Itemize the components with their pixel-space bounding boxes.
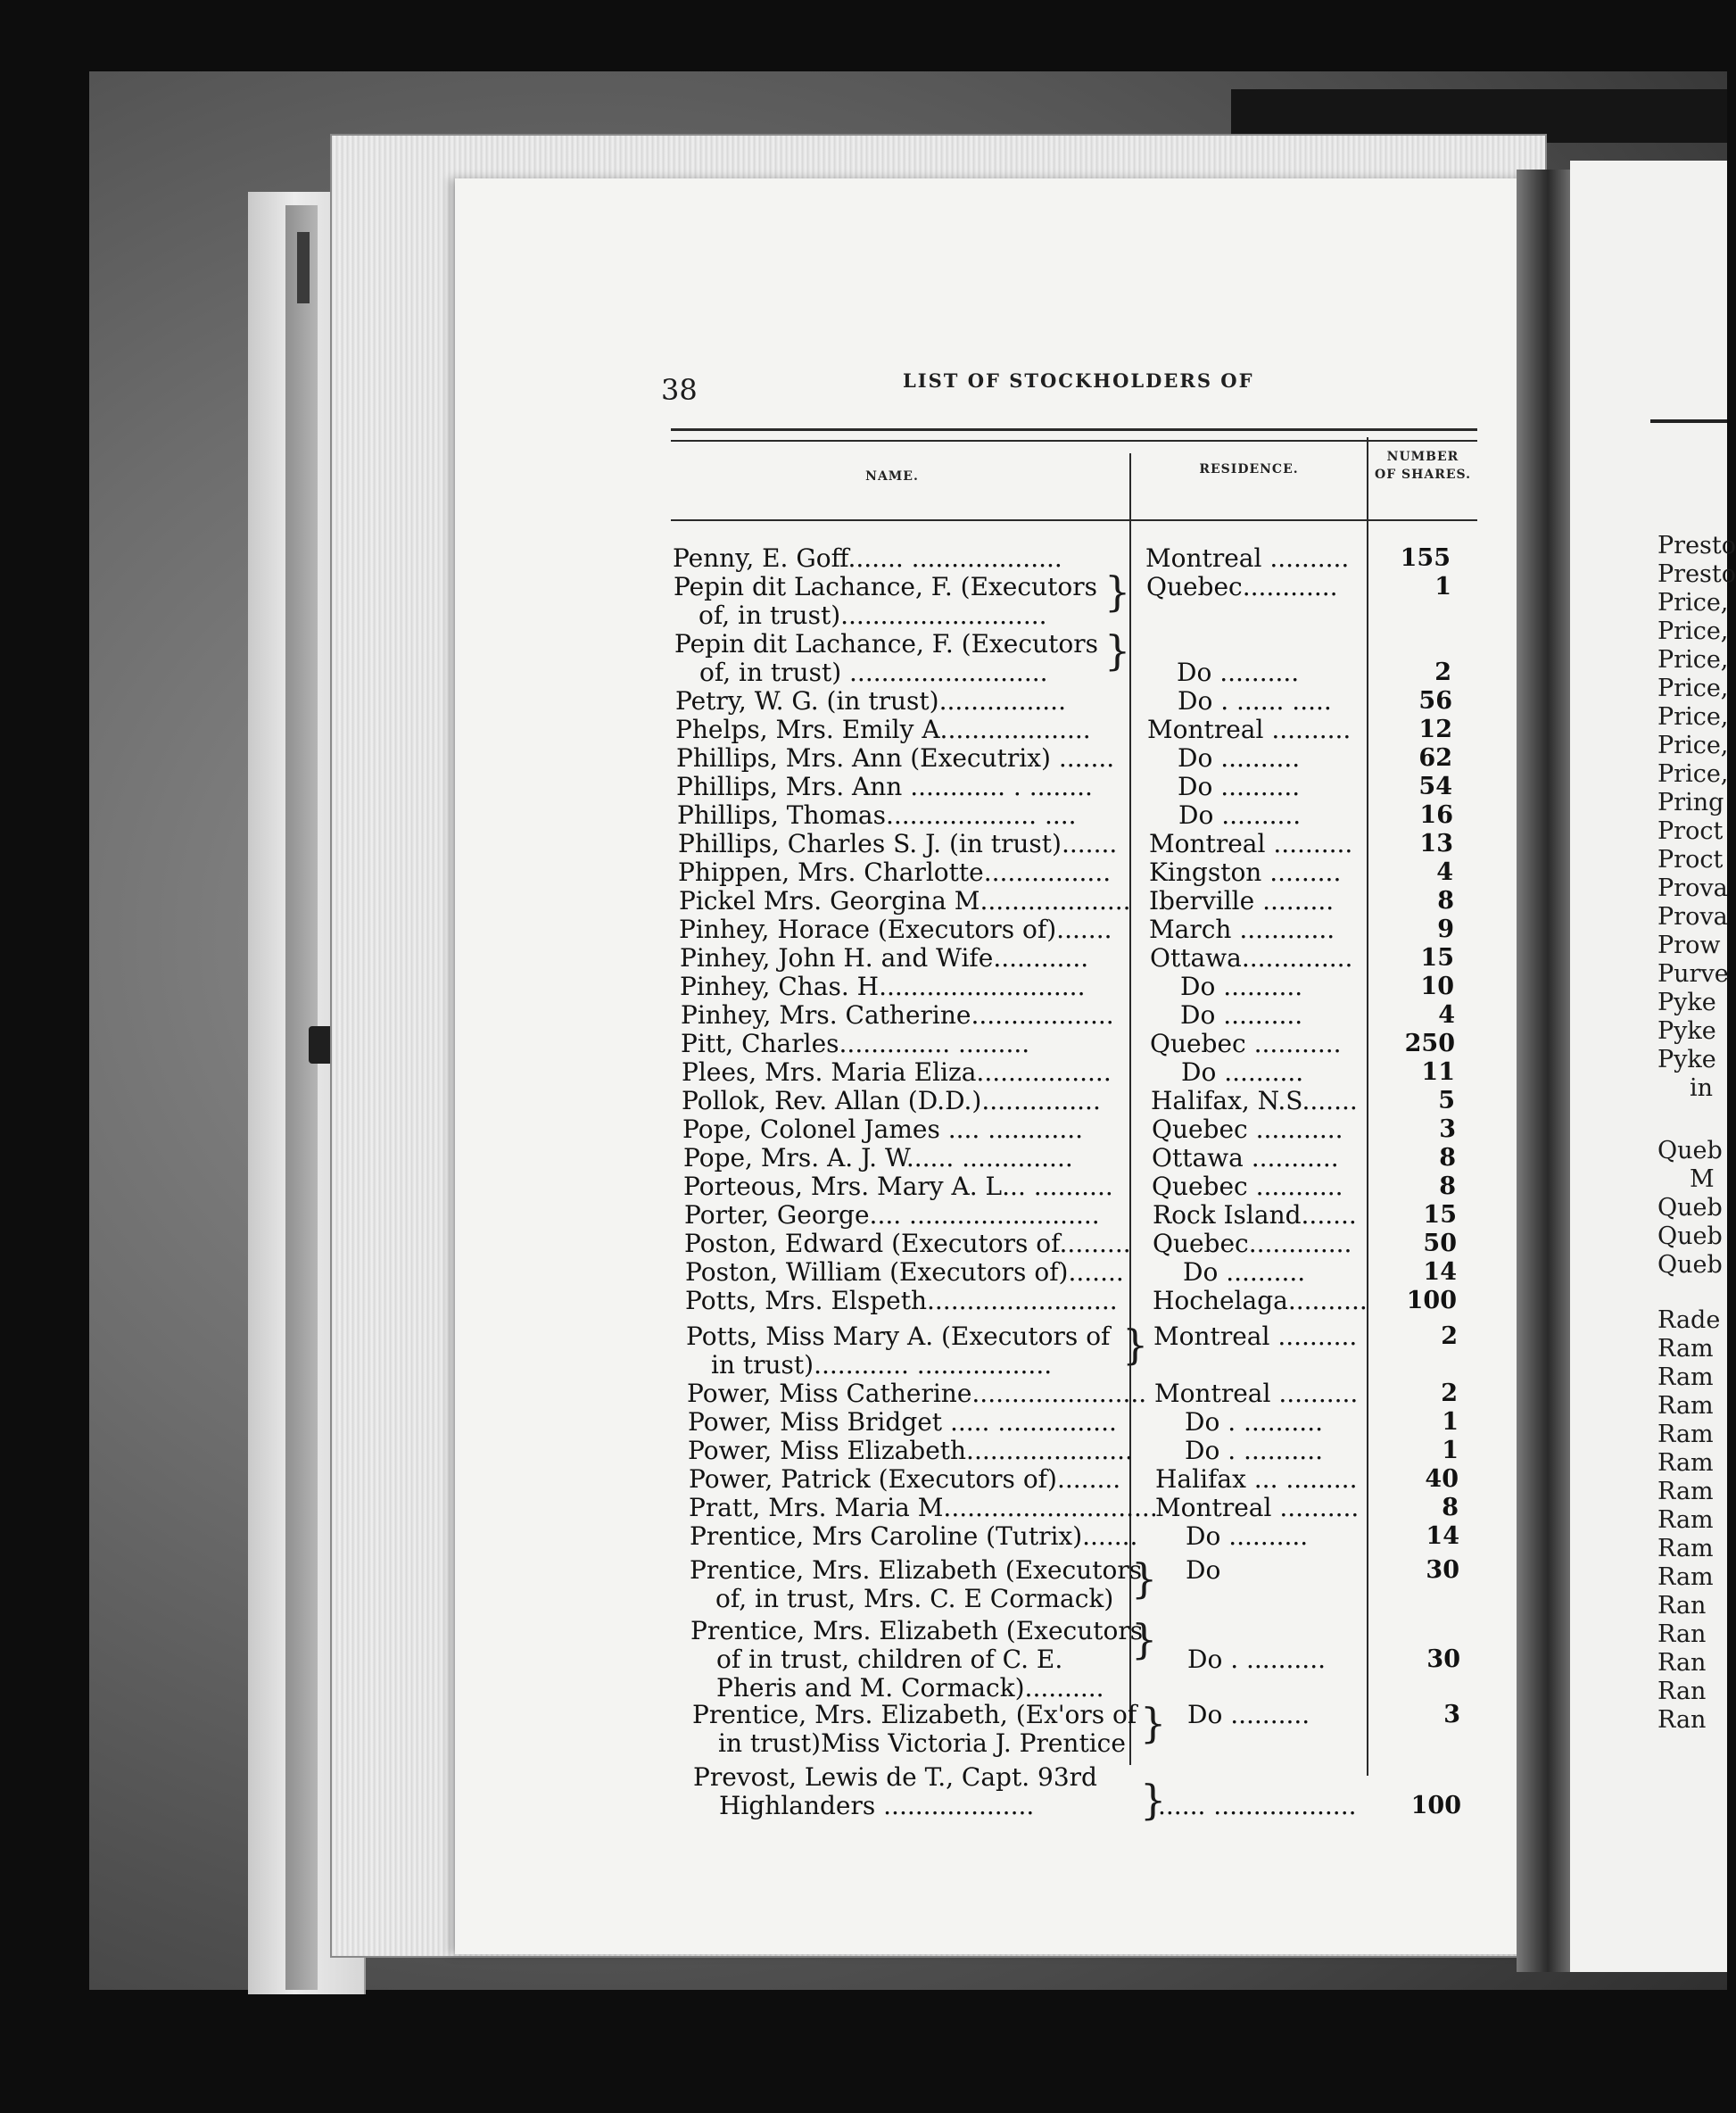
facing-page-name-fragment: Price, — [1657, 703, 1729, 731]
facing-page-name-fragment: Ran — [1657, 1620, 1707, 1648]
stockholder-name: Pinhey, Chas. H.......................... — [680, 972, 1086, 1001]
stockholder-shares: 2 — [1441, 1322, 1458, 1350]
facing-page-name-fragment: Ram — [1657, 1363, 1714, 1391]
stockholder-shares: 1 — [1434, 573, 1451, 601]
stockholder-name: Poston, Edward (Executors of......... — [684, 1229, 1131, 1258]
stockholder-name: Power, Miss Catherine...................... — [687, 1379, 1147, 1408]
facing-page-name-fragment: Ran — [1657, 1678, 1707, 1705]
facing-page-name-fragment: Price, — [1657, 675, 1729, 702]
stockholder-shares: 16 — [1419, 801, 1453, 829]
stockholder-name: Pheris and M. Cormack).......... — [716, 1673, 1104, 1703]
facing-page-name-fragment: Ram — [1657, 1392, 1714, 1420]
stockholder-name: Highlanders ................... — [719, 1791, 1035, 1820]
stockholder-residence: Do .......... — [1180, 1000, 1303, 1030]
facing-page-name-fragment: Price, — [1657, 589, 1729, 617]
facing-page-name-fragment: Price, — [1657, 617, 1729, 645]
facing-page-name-fragment: Ran — [1657, 1706, 1707, 1734]
stockholder-residence: Hochelaga.......... — [1153, 1286, 1368, 1315]
stockholder-name: Power, Patrick (Executors of)........ — [689, 1464, 1121, 1494]
stockholder-residence: Iberville ......... — [1149, 886, 1335, 916]
brace: } — [1131, 1554, 1158, 1603]
facing-page-name-fragment: Presto — [1657, 560, 1736, 588]
stockholder-residence: Montreal .......... — [1145, 543, 1350, 573]
stockholder-shares: 10 — [1420, 973, 1454, 1000]
column-header-shares-line1: NUMBER — [1386, 450, 1459, 464]
stockholder-residence: Do . .......... — [1185, 1436, 1324, 1465]
stockholder-residence: Do .......... — [1181, 1057, 1304, 1087]
stockholder-name: Poston, William (Executors of)....... — [685, 1257, 1124, 1287]
stockholder-residence: Montreal .......... — [1155, 1493, 1360, 1522]
stockholder-shares: 3 — [1439, 1115, 1456, 1143]
brace: } — [1122, 1321, 1149, 1369]
stockholder-shares: 3 — [1443, 1701, 1460, 1728]
stockholder-name: Pepin dit Lachance, F. (Executors — [674, 572, 1097, 601]
facing-page-name-fragment: Ram — [1657, 1563, 1714, 1591]
stockholder-shares: 8 — [1439, 1173, 1456, 1200]
stockholder-name: Prentice, Mrs Caroline (Tutrix)....... — [690, 1521, 1138, 1551]
stockholder-shares: 155 — [1400, 544, 1451, 572]
stockholder-residence: March ............ — [1149, 915, 1335, 944]
facing-page-name-fragment: Ram — [1657, 1506, 1714, 1534]
stockholder-name: Prentice, Mrs. Elizabeth (Executors — [690, 1555, 1143, 1585]
stockholder-name: of in trust, children of C. E. — [716, 1645, 1063, 1674]
stockholder-residence: Do .......... — [1178, 800, 1302, 830]
stockholder-shares: 62 — [1418, 744, 1452, 772]
facing-page-name-fragment: Queb — [1657, 1222, 1723, 1250]
stockholder-name: Power, Miss Elizabeth..................... — [688, 1436, 1133, 1465]
stockholder-name: Porter, George.... ........................ — [684, 1200, 1100, 1230]
stockholder-shares: 9 — [1437, 916, 1454, 943]
brace: } — [1140, 1699, 1167, 1747]
running-title: LIST OF STOCKHOLDERS OF — [903, 369, 1254, 392]
stockholder-residence: Kingston ......... — [1149, 858, 1342, 887]
stockholder-name: Pitt, Charles.............. ......... — [681, 1029, 1030, 1058]
stockholder-shares: 8 — [1439, 1144, 1456, 1172]
facing-page-name-fragment: Ran — [1657, 1649, 1707, 1677]
facing-page-name-fragment: Queb — [1657, 1137, 1723, 1164]
facing-page-name-fragment: Ram — [1657, 1449, 1714, 1477]
stockholder-residence: Do . ...... ..... — [1178, 686, 1332, 716]
stockholder-residence: Do . .......... — [1185, 1407, 1324, 1437]
column-header-name: NAME. — [865, 469, 919, 484]
stockholder-shares: 14 — [1426, 1522, 1459, 1550]
facing-page-name-fragment: Ran — [1657, 1592, 1707, 1620]
stockholder-residence: Do .......... — [1183, 1257, 1306, 1287]
stockholder-residence: ...... .................. — [1158, 1791, 1357, 1820]
facing-page-rule — [1650, 419, 1727, 423]
column-header-shares-line2: OF SHARES. — [1375, 468, 1471, 482]
stockholder-shares: 56 — [1418, 687, 1452, 715]
stockholder-residence: Do .......... — [1178, 772, 1301, 801]
stockholder-shares: 13 — [1419, 830, 1453, 858]
stockholder-residence: Do . .......... — [1187, 1645, 1327, 1674]
stockholder-name: Phillips, Mrs. Ann ............ . ........ — [676, 772, 1093, 801]
facing-page-name-fragment: Presto — [1657, 532, 1736, 559]
header-bottom-rule — [671, 519, 1477, 521]
facing-page-name-fragment: Ram — [1657, 1335, 1714, 1363]
facing-page-name-fragment: Proct — [1657, 846, 1724, 874]
brace: } — [1104, 626, 1131, 675]
stockholder-residence: Ottawa ........... — [1152, 1143, 1339, 1173]
stockholder-shares: 250 — [1404, 1030, 1455, 1057]
facing-page-name-fragment: Pyke — [1657, 1046, 1716, 1073]
stockholder-name: Phillips, Thomas................... .... — [677, 800, 1077, 830]
stockholder-name: Pepin dit Lachance, F. (Executors — [674, 629, 1098, 659]
facing-page-name-fragment: Queb — [1657, 1251, 1723, 1279]
facing-page-name-fragment: Prow — [1657, 932, 1721, 959]
brace: } — [1131, 1615, 1158, 1663]
stockholder-name: Potts, Mrs. Elspeth........................ — [685, 1286, 1118, 1315]
stockholder-name: Prentice, Mrs. Elizabeth, (Ex'ors of — [692, 1700, 1137, 1729]
facing-page-name-fragment: Pring — [1657, 789, 1724, 816]
stockholder-shares: 100 — [1410, 1792, 1461, 1819]
facing-page-name-fragment: Prova — [1657, 903, 1728, 931]
brace: } — [1140, 1776, 1167, 1824]
facing-page-name-fragment: Price, — [1657, 646, 1729, 674]
facing-page-name-fragment: in — [1690, 1074, 1714, 1102]
stockholder-shares: 15 — [1423, 1201, 1457, 1229]
stockholder-name: Pinhey, Mrs. Catherine.................. — [681, 1000, 1114, 1030]
stockholder-residence: Quebec ........... — [1150, 1029, 1342, 1058]
stockholder-residence: Halifax ... ......... — [1155, 1464, 1358, 1494]
facing-page-name-fragment: Price, — [1657, 732, 1729, 759]
stockholder-name: Potts, Miss Mary A. (Executors of — [686, 1322, 1111, 1351]
stockholder-shares: 54 — [1418, 773, 1452, 800]
stockholder-shares: 4 — [1438, 1001, 1455, 1029]
stockholder-residence: Montreal .......... — [1153, 1322, 1358, 1351]
stockholder-residence: Montreal .......... — [1154, 1379, 1359, 1408]
facing-page-name-fragment: Ram — [1657, 1478, 1714, 1505]
stockholder-name: of, in trust).......................... — [699, 601, 1047, 630]
stockholder-name: Plees, Mrs. Maria Eliza................. — [682, 1057, 1112, 1087]
stockholder-name: in trust)Miss Victoria J. Prentice — [718, 1728, 1126, 1758]
stockholder-shares: 30 — [1426, 1645, 1460, 1673]
stockholder-residence: Do .......... — [1187, 1700, 1310, 1729]
stockholder-shares: 5 — [1438, 1087, 1455, 1115]
stockholder-shares: 100 — [1406, 1287, 1457, 1314]
stockholder-name: Pollok, Rev. Allan (D.D.)............... — [682, 1086, 1101, 1115]
column-divider-residence-shares — [1367, 437, 1368, 1776]
stockholder-name: of, in trust, Mrs. C. E Cormack) — [715, 1584, 1114, 1613]
stockholder-name: Pickel Mrs. Georgina M................... — [679, 886, 1131, 916]
stockholder-name: in trust)............ ................. — [711, 1350, 1053, 1380]
stockholder-name: Phillips, Mrs. Ann (Executrix) ....... — [676, 743, 1115, 773]
stockholder-shares: 8 — [1437, 887, 1454, 915]
stockholder-name: Pinhey, John H. and Wife............ — [680, 943, 1089, 973]
stockholder-residence: Montreal .......... — [1147, 715, 1352, 744]
stockholder-name: Phillips, Charles S. J. (in trust)....... — [678, 829, 1118, 858]
stockholder-shares: 14 — [1423, 1258, 1457, 1286]
book-spine-strip — [285, 205, 318, 1990]
stockholder-name: Prevost, Lewis de T., Capt. 93rd — [693, 1762, 1097, 1792]
stockholder-shares: 8 — [1442, 1494, 1459, 1521]
stockholder-name: Petry, W. G. (in trust)................ — [675, 686, 1066, 716]
stockholder-name: Porteous, Mrs. Mary A. L... .......... — [683, 1172, 1113, 1201]
stockholder-residence: Montreal .......... — [1149, 829, 1353, 858]
facing-page-name-fragment: Price, — [1657, 760, 1729, 788]
stockholder-residence: Do .......... — [1186, 1521, 1309, 1551]
stockholder-residence: Rock Island....... — [1153, 1200, 1357, 1230]
stockholder-name: Pope, Colonel James .... ............ — [682, 1115, 1084, 1144]
stockholder-residence: Do .......... — [1177, 658, 1300, 687]
facing-page-name-fragment: Purve — [1657, 960, 1729, 988]
stockholder-name: Prentice, Mrs. Elizabeth (Executors — [690, 1616, 1144, 1645]
facing-page-name-fragment: Pyke — [1657, 989, 1716, 1016]
facing-page-name-fragment: M — [1690, 1165, 1715, 1193]
facing-page-name-fragment: Pyke — [1657, 1017, 1716, 1045]
stockholder-name: Phelps, Mrs. Emily A................... — [675, 715, 1091, 744]
facing-page-name-fragment: Rade — [1657, 1306, 1721, 1334]
stockholder-residence: Do .......... — [1180, 972, 1303, 1001]
stockholder-shares: 50 — [1423, 1230, 1457, 1257]
brace: } — [1104, 568, 1131, 616]
stockholder-shares: 15 — [1420, 944, 1454, 972]
stockholder-shares: 11 — [1421, 1058, 1455, 1086]
stockholder-residence: Ottawa.............. — [1150, 943, 1353, 973]
stockholder-shares: 2 — [1434, 659, 1451, 686]
stockholder-shares: 4 — [1436, 858, 1453, 886]
stockholder-shares: 1 — [1442, 1437, 1459, 1464]
stockholder-name: Pope, Mrs. A. J. W...... .............. — [683, 1143, 1073, 1173]
stockholder-residence: Halifax, N.S....... — [1151, 1086, 1358, 1115]
facing-page-name-fragment: Proct — [1657, 817, 1724, 845]
stockholder-residence: Do .......... — [1178, 743, 1301, 773]
stockholder-shares: 1 — [1442, 1408, 1459, 1436]
stockholder-name: of, in trust) ......................... — [699, 658, 1048, 687]
stockholder-shares: 12 — [1418, 716, 1452, 743]
stockholder-name: Phippen, Mrs. Charlotte................ — [678, 858, 1112, 887]
stockholder-shares: 30 — [1426, 1556, 1459, 1584]
stockholder-residence: Quebec ........... — [1152, 1115, 1343, 1144]
page-number: 38 — [661, 373, 698, 407]
spine-mark — [297, 232, 310, 303]
facing-page-name-fragment: Queb — [1657, 1194, 1723, 1222]
stockholder-name: Pinhey, Horace (Executors of)....... — [679, 915, 1112, 944]
facing-page-name-fragment: Ram — [1657, 1421, 1714, 1448]
stockholder-name: Penny, E. Goff....... ................... — [673, 543, 1062, 573]
column-header-residence: RESIDENCE. — [1199, 462, 1299, 476]
facing-page-name-fragment: Ram — [1657, 1535, 1714, 1562]
stockholder-residence: Quebec ........... — [1152, 1172, 1343, 1201]
stockholder-residence: Do — [1186, 1555, 1221, 1585]
stockholder-residence: Quebec............. — [1153, 1229, 1352, 1258]
stockholder-name: Power, Miss Bridget ..... ............... — [688, 1407, 1117, 1437]
facing-page-name-fragment: Prova — [1657, 874, 1728, 902]
stockholder-shares: 2 — [1441, 1380, 1458, 1407]
stockholder-shares: 40 — [1425, 1465, 1459, 1493]
stockholder-name: Pratt, Mrs. Maria M........................... — [689, 1493, 1158, 1522]
header-double-rule — [671, 428, 1477, 442]
stockholder-residence: Quebec............ — [1146, 572, 1338, 601]
